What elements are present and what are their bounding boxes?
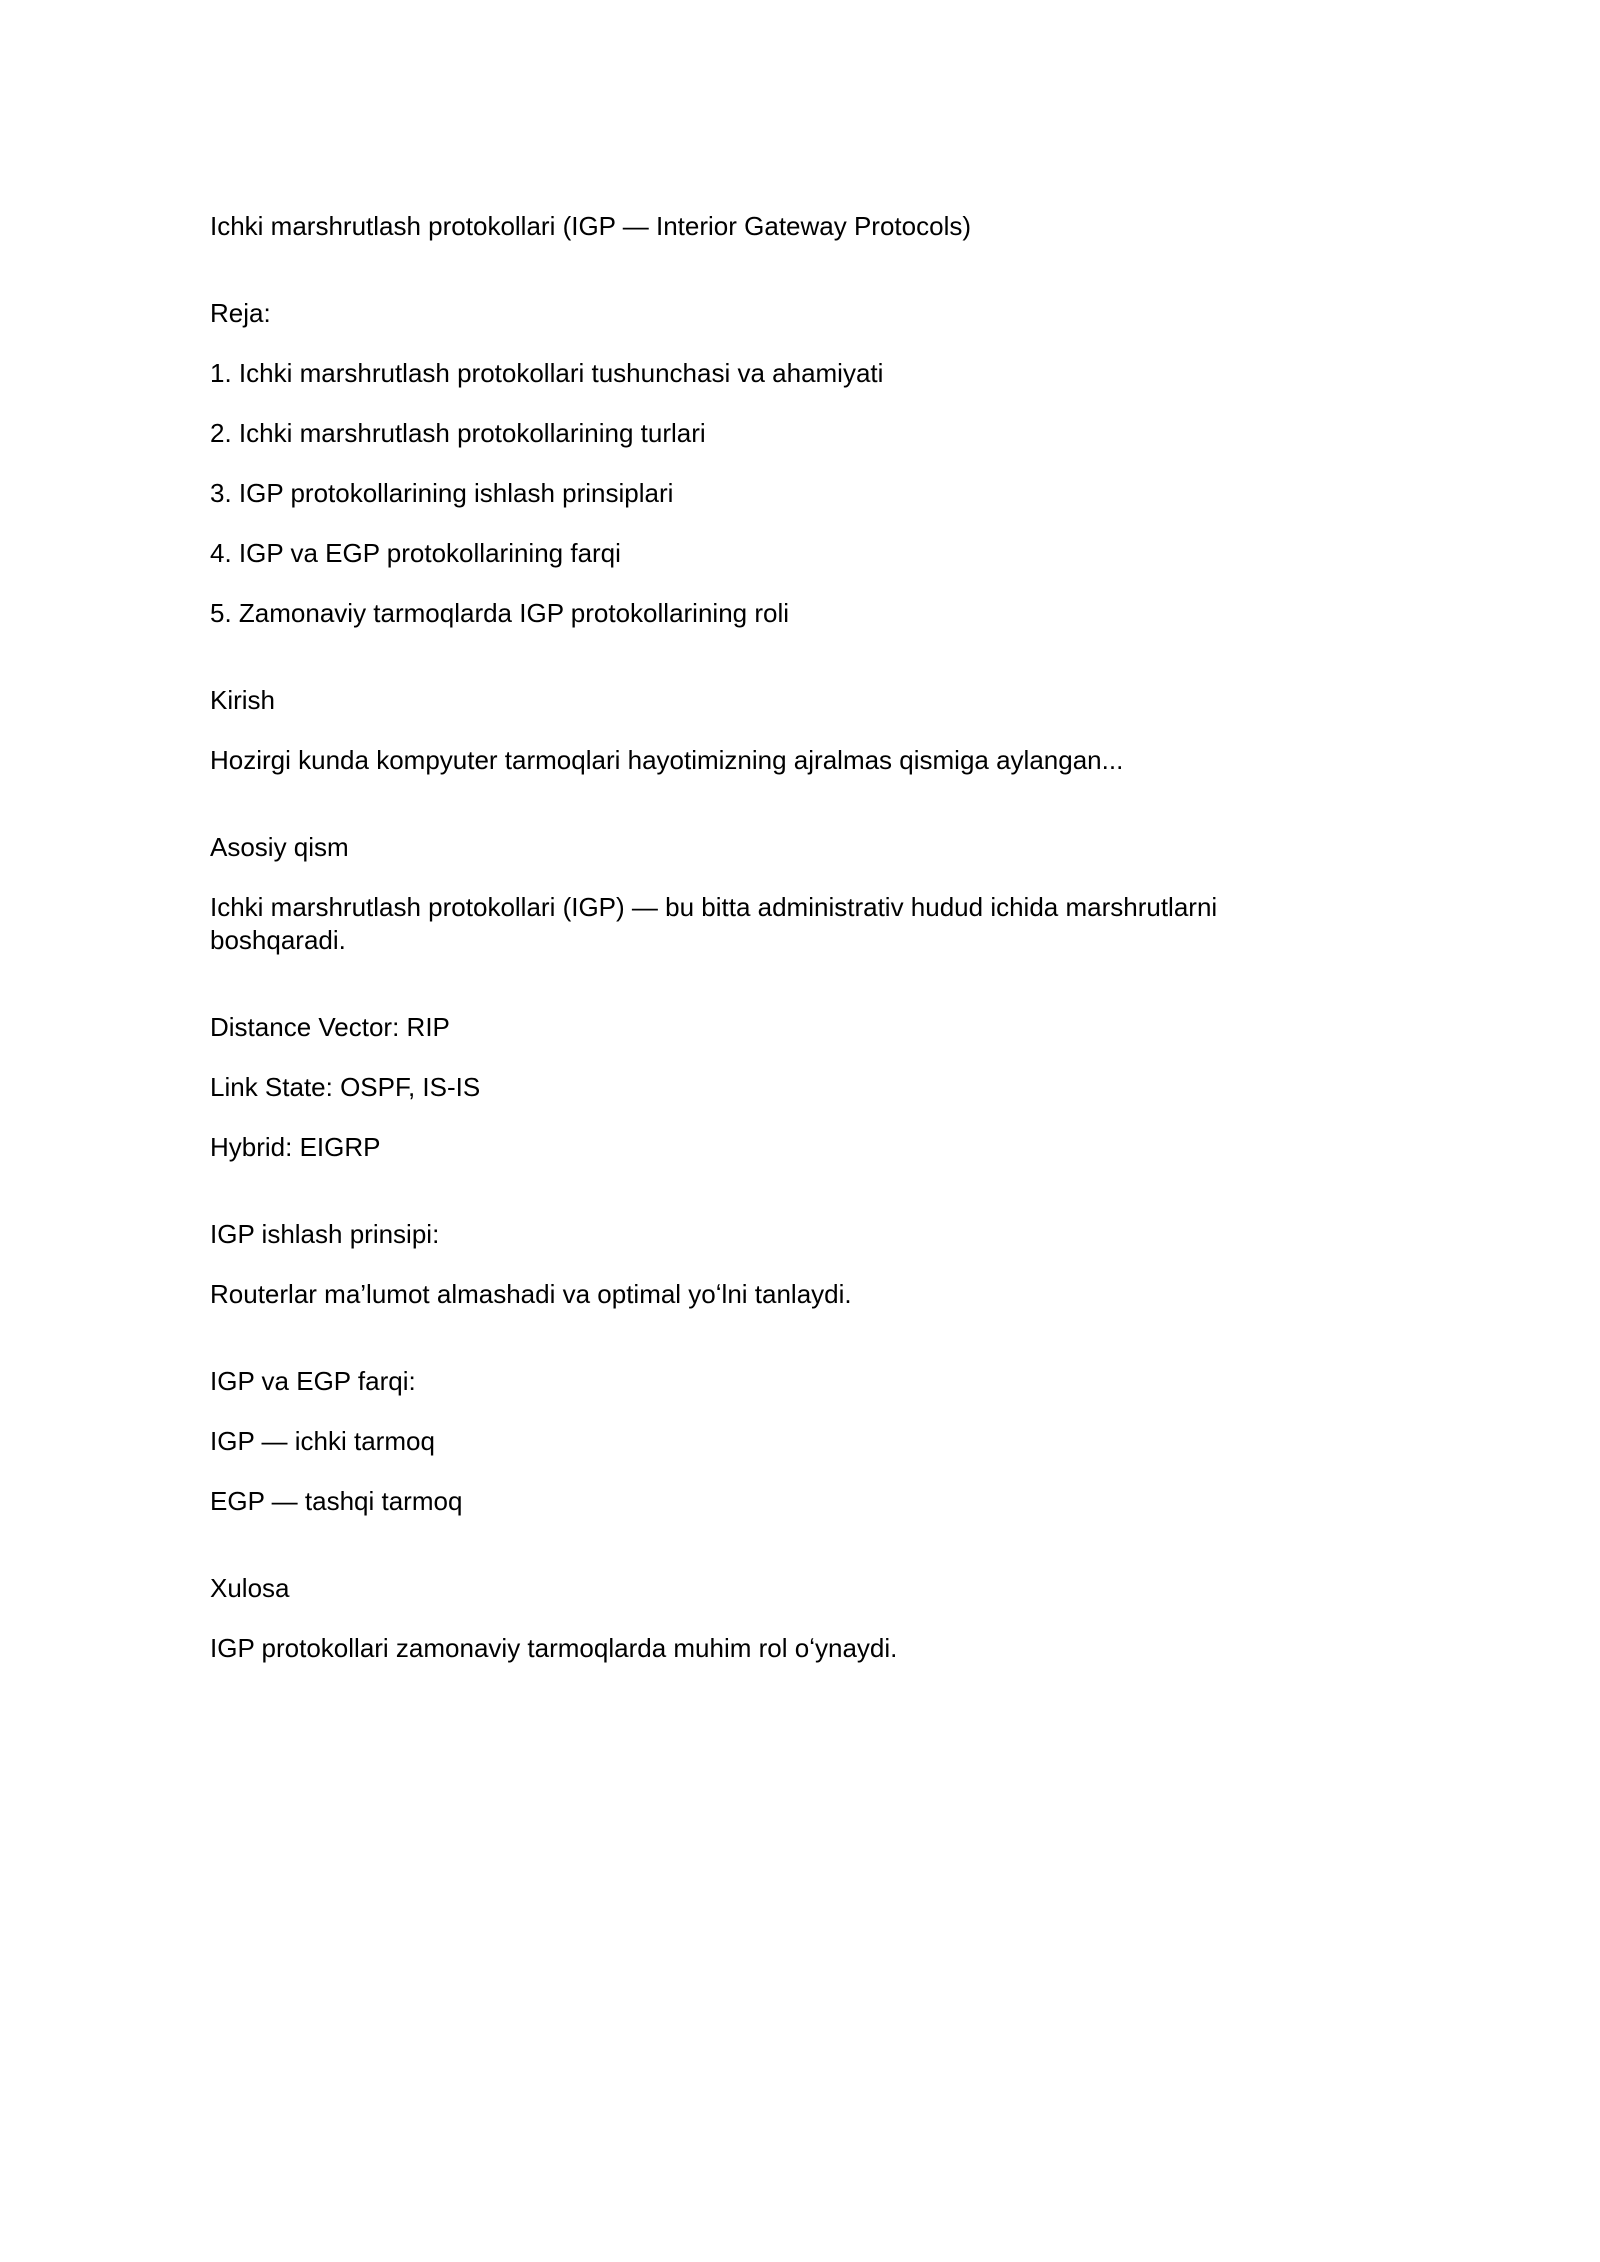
conclusion-heading: Xulosa — [210, 1573, 290, 1603]
main-text: Ichki marshrutlash protokollari (IGP) — bu bitta administrativ hudud ichida marshrutlarni boshqaradi. — [210, 892, 1225, 955]
plan-item: 4. IGP va EGP protokollarining farqi — [210, 538, 621, 568]
type-item: Hybrid: EIGRP — [210, 1132, 381, 1162]
principle-heading: IGP ishlash prinsipi: — [210, 1219, 440, 1249]
intro-heading: Kirish — [210, 685, 276, 715]
plan-item: 5. Zamonaviy tarmoqlarda IGP protokollarining roli — [210, 598, 790, 628]
type-item: Link State: OSPF, IS-IS — [210, 1072, 481, 1102]
document-body — [210, 210, 1290, 1665]
difference-item: EGP — tashqi tarmoq — [210, 1486, 463, 1516]
plan-heading: Reja: — [210, 298, 271, 328]
plan-item: 1. Ichki marshrutlash protokollari tushunchasi va ahamiyati — [210, 358, 884, 388]
main-heading: Asosiy qism — [210, 832, 349, 862]
type-item: Distance Vector: RIP — [210, 1012, 450, 1042]
difference-item: IGP — ichki tarmoq — [210, 1426, 435, 1456]
plan-item: 2. Ichki marshrutlash protokollarining turlari — [210, 418, 706, 448]
principle-text: Routerlar ma’lumot almashadi va optimal yoʻlni tanlaydi. — [210, 1279, 852, 1309]
difference-heading: IGP va EGP farqi: — [210, 1366, 416, 1396]
plan-item: 3. IGP protokollarining ishlash prinsiplari — [210, 478, 674, 508]
conclusion-text: IGP protokollari zamonaviy tarmoqlarda muhim rol oʻynaydi. — [210, 1633, 898, 1663]
document-title: Ichki marshrutlash protokollari (IGP — Interior Gateway Protocols) — [210, 211, 972, 241]
intro-text: Hozirgi kunda kompyuter tarmoqlari hayotimizning ajralmas qismiga aylangan... — [210, 745, 1124, 775]
